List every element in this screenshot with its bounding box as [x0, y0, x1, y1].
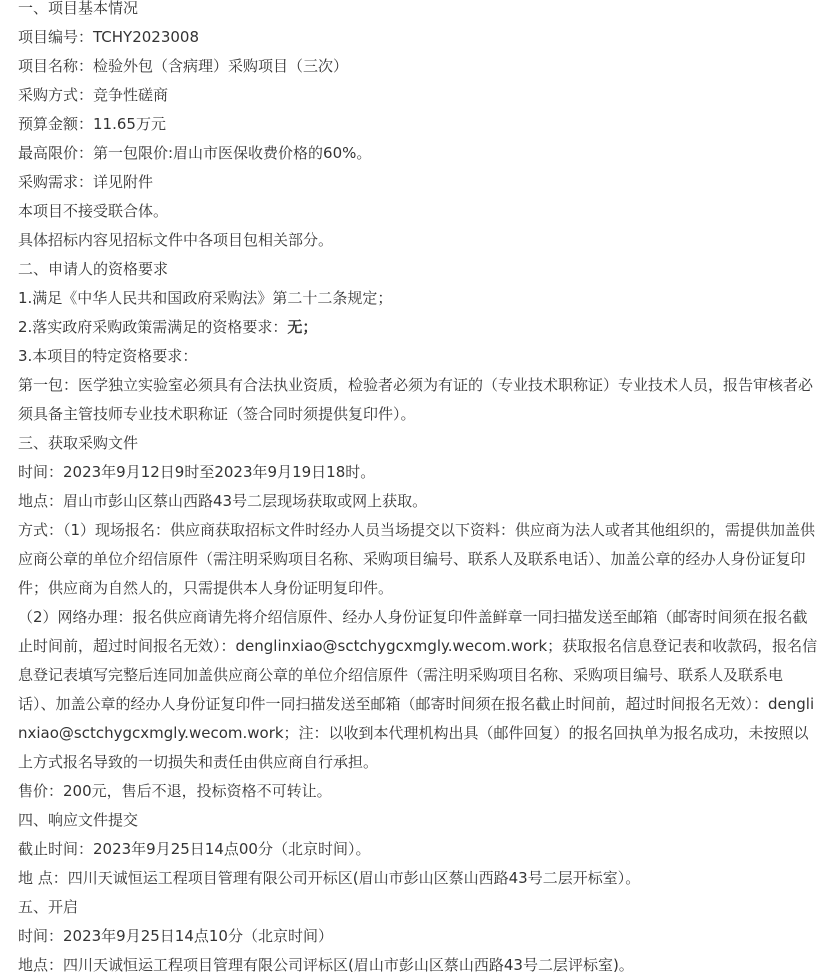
obtain-place: 地点：眉山市彭山区蔡山西路43号二层现场获取或网上获取。 — [18, 492, 428, 510]
qualification-1: 1.满足《中华人民共和国政府采购法》第二十二条规定； — [18, 289, 393, 307]
bid-details-note: 具体招标内容见招标文件中各项目包相关部分。 — [18, 231, 334, 249]
qualification-2 — [18, 313, 818, 342]
project-name: 项目名称：检验外包（含病理）采购项目（三次） — [18, 57, 349, 75]
section-heading-project-info: 一、项目基本情况 — [18, 0, 139, 17]
submission-place: 地 点：四川天诚恒运工程项目管理有限公司开标区(眉山市彭山区蔡山西路43号二层开标室）。 — [18, 869, 641, 887]
no-consortium-note: 本项目不接受联合体。 — [18, 202, 169, 220]
obtain-method-online: （2）网络办理：报名供应商请先将介绍信原件、经办人身份证复印件盖鲜章一同扫描发送至邮箱（邮寄时间须在报名截止时间前，超过时间报名无效）：denglinxiao@sctchygcxmgly.wecom.work；获取报名信息登记表和收款码，报名信息登记表填写完整后连同加盖供应商公章的单位介绍信原件（需注明采购项目名称、采购项目编号、联系人及联系电话）、加盖公章的经办人身份证复印件一同扫描发送至邮箱（邮寄时间须在报名截止时间前，超过时间报名无效）：denglinxiao@sctchygcxmgly.wecom.work；注：以收到本代理机构出具（邮件回复）的报名回执单为报名成功，未按照以上方式报名导致的一切损失和责任由供应商自行承担。 — [18, 608, 818, 771]
budget-amount: 预算金额：11.65万元 — [18, 115, 166, 133]
qualification-2-label: 2.落实政府采购政策需满足的资格要求： — [18, 318, 288, 336]
qualification-2-value: 无； — [287, 318, 318, 336]
maximum-price: 最高限价：第一包限价:眉山市医保收费价格的60%。 — [18, 144, 372, 162]
submission-deadline: 截止时间：2023年9月25日14点00分（北京时间）。 — [18, 840, 371, 858]
opening-time: 时间：2023年9月25日14点10分（北京时间） — [18, 927, 333, 945]
project-number: 项目编号：TCHY2023008 — [18, 28, 200, 46]
procurement-method: 采购方式：竞争性磋商 — [18, 86, 169, 104]
document-price: 售价：200元，售后不退，投标资格不可转让。 — [18, 782, 332, 800]
section-heading-obtain-documents: 三、获取采购文件 — [18, 434, 139, 452]
announcement-document — [18, 0, 818, 980]
obtain-method-onsite: 方式：（1）现场报名：供应商获取招标文件时经办人员当场提交以下资料：供应商为法人或者其他组织的，需提供加盖供应商公章的单位介绍信原件（需注明采购项目名称、采购项目编号、联系人及联系电话）、加盖公章的经办人身份证复印件；供应商为自然人的，只需提供本人身份证明复印件。 — [18, 521, 816, 597]
section-heading-submission: 四、响应文件提交 — [18, 811, 139, 829]
obtain-time: 时间：2023年9月12日9时至2023年9月19日18时。 — [18, 463, 376, 481]
package-1-requirement: 第一包：医学独立实验室必须具有合法执业资质，检验者必须为有证的（专业技术职称证）专业技术人员，报告审核者必须具备主管技师专业技术职称证（签合同时须提供复印件）。 — [18, 376, 814, 423]
opening-place: 地点：四川天诚恒运工程项目管理有限公司评标区(眉山市彭山区蔡山西路43号二层评标室)。 — [18, 956, 634, 974]
section-heading-opening: 五、开启 — [18, 898, 79, 916]
procurement-demand: 采购需求：详见附件 — [18, 173, 154, 191]
section-heading-qualifications: 二、申请人的资格要求 — [18, 260, 169, 278]
qualification-3: 3.本项目的特定资格要求： — [18, 347, 198, 365]
